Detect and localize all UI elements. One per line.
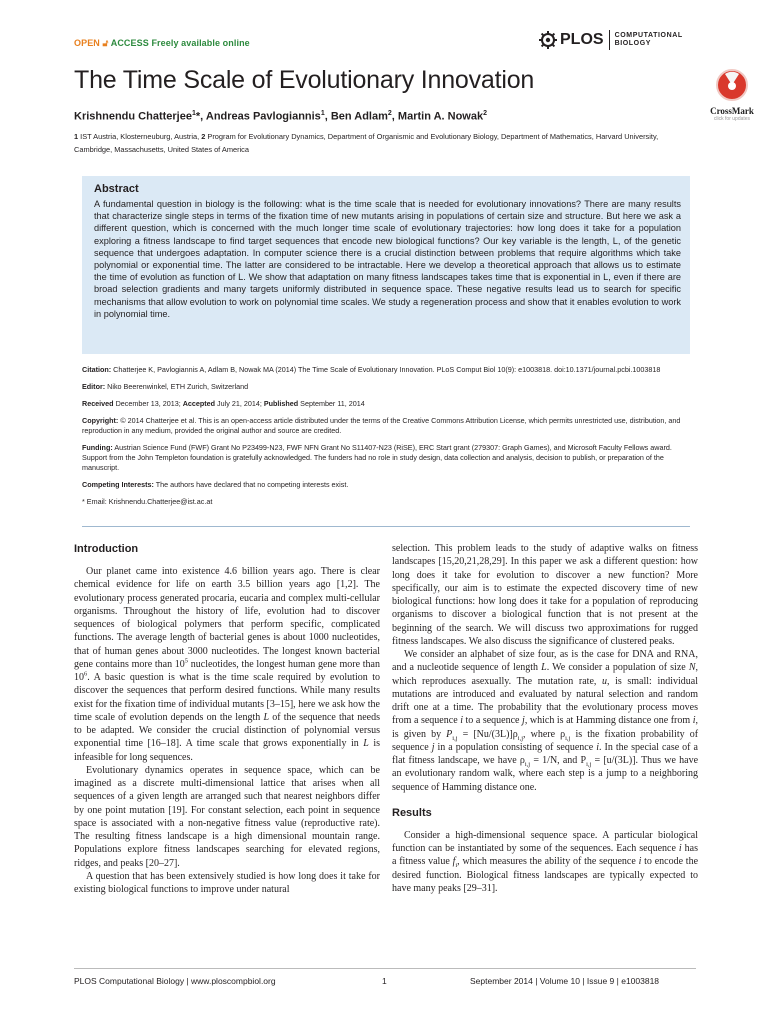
citation-label: Citation: — [82, 365, 112, 374]
text-run: , which is at Hamming distance one from — [524, 715, 693, 727]
crossmark-label: CrossMark — [710, 106, 754, 116]
author-name[interactable]: Andreas Pavlogiannis — [205, 110, 321, 123]
math-subscript: i,j — [586, 761, 592, 768]
citation-text: Chatterjee K, Pavlogiannis A, Adlam B, Nowak MA (2014) The Time Scale of Evolutionary Innovation. PLoS Comput Biol 10(9): e1003818. doi:10.1371/journal.pcbi.1003818 — [111, 365, 661, 374]
logo-divider — [609, 30, 610, 50]
math-variable: j — [522, 715, 525, 727]
equation: = [Nu/(3L)]ρ — [457, 728, 518, 740]
affiliation-number: 1 — [74, 132, 79, 141]
text-run: . In the special case of a flat fitness landscape, we have ρ — [392, 741, 698, 766]
math-subscript: i — [455, 862, 458, 870]
editor-text: Niko Beerenwinkel, ETH Zurich, Switzerland — [105, 382, 249, 391]
corresponding-mark: *, — [195, 110, 206, 123]
math-variable: j — [431, 741, 435, 753]
text-run: , which measures the ability of the sequence — [457, 856, 639, 868]
results-heading: Results — [392, 806, 432, 819]
exponent: 6 — [84, 670, 88, 678]
math-variable: P — [446, 728, 453, 740]
published-date: September 11, 2014 — [298, 399, 365, 408]
footer-issue: September 2014 | Volume 10 | Issue 9 | e1003818 — [470, 976, 660, 986]
plos-logo[interactable] — [538, 28, 683, 52]
author-name[interactable]: Krishnendu Chatterjee — [74, 110, 192, 123]
affiliation-ref: 1 — [320, 110, 325, 117]
text-run: to encode the desired function. Biological fitness landscapes are typically expected to have many peaks [29–31]. — [392, 856, 699, 894]
affiliation-ref: 2 — [387, 110, 392, 117]
affiliation-ref: 2 — [483, 110, 487, 117]
text-run: We consider an alphabet of size four, as is the case for DNA and RNA, and a nucleotide sequence of length — [392, 649, 698, 674]
intro-paragraph-3: A question that has been extensively studied is how long does it take for existing biological functions to improve under natural — [74, 870, 380, 895]
editor — [82, 382, 690, 392]
text-run: of the sequence that needs to be adapted. We consider the crucial distinction of polynomial versus exponential time [16–18]. A time scale that grows exponentially in — [74, 711, 380, 750]
accepted-date: July 21, 2014; — [215, 399, 264, 408]
author-list — [74, 110, 487, 123]
funding-text: Austrian Science Fund (FWF) Grant No P23499-N23, FWF NFN Grant No S11407-N23 (RiSE), ERC Start grant (279307: Graph Games), and Microsoft Faculty Fellows award. Support from the John Templeton foundation is gratefully acknowledged. The funders had no role in study design, data collection and analysis, decision to publish, or preparation of the manuscript. — [82, 443, 672, 472]
author-separator: , — [324, 110, 331, 123]
text-run: , is small: individual mutations are introduced and evaluated by natural selection and random drift one at a time. The probability that the evolutionary process moves from a sequence — [392, 675, 698, 727]
math-variable: i — [596, 741, 599, 753]
math-variable: f — [452, 856, 456, 868]
left-column — [74, 542, 380, 896]
abstract-heading: Abstract — [94, 183, 139, 195]
math-variable: L — [363, 738, 369, 750]
author-name[interactable]: Martin A. Nowak — [397, 110, 484, 123]
affiliation-number: 2 — [201, 132, 206, 141]
text-run: . A basic question is what is the time scale required by evolution to discover the sequences that perform desired functions. While many results exist for the fixation time of individual mutants [3–15], here we ask how the time scale of evolution depends on the length — [74, 672, 380, 723]
dates — [82, 399, 690, 409]
exponent: 5 — [184, 657, 189, 665]
metadata-divider — [82, 526, 690, 527]
math-subscript: i,j — [517, 734, 524, 742]
crossmark-badge[interactable] — [696, 68, 768, 122]
math-variable: L — [541, 662, 547, 674]
text-run: Our planet came into existence 4.6 billion years ago. There is clear chemical evidence for life on earth 3.5 billion years ago [1,2]. The evolutionary process generated procaria, eucaria and complex multi-cellular organisms. Throughout the history of life, evolution had to discover sequences of biological polymers that perform specific, complicated functions. The average length of bacterial genes is about 1000 nucleotides, that of human genes about 3000 nucleotides. The longest known bacterial gene contains more than 10 — [74, 566, 380, 670]
math-subscript: i,j — [565, 734, 571, 742]
author-name[interactable]: Ben Adlam — [330, 110, 388, 123]
access-label: ACCESS Freely available online — [110, 38, 250, 48]
affiliation-text: Program for Evolutionary Dynamics, Department of Organismic and Evolutionary Biology, Department of Mathematics, Harvard University, Cambridge, Massachusetts, United States of America — [74, 132, 659, 154]
open-lock-icon: 🔓︎ — [102, 38, 109, 48]
competing-label: Competing Interests: — [82, 480, 154, 489]
intro-paragraph-1 — [74, 565, 380, 764]
funding-label: Funding: — [82, 443, 113, 452]
crossmark-sublabel: click for updates — [713, 116, 751, 122]
open-label: OPEN — [74, 38, 100, 48]
published-label: Published — [263, 399, 299, 408]
abstract-box — [82, 176, 690, 354]
text-run: to a sequence — [462, 715, 523, 727]
math-variable: i — [638, 856, 642, 868]
affiliation-text: IST Austria, Klosterneuburg, Austria, — [78, 132, 202, 141]
editor-label: Editor: — [82, 382, 106, 391]
journal-name-line2: BIOLOGY — [614, 40, 652, 47]
text-run: = [u/(3L)]. Thus we have an evolutionary random walk, where each step is a jump to a neighboring sequence of Hamming distance one. — [392, 755, 699, 793]
text-run: , where ρ — [523, 728, 566, 740]
equation: = 1/N, and P — [530, 755, 587, 766]
intro-paragraph-2: Evolutionary dynamics operates in sequence space, which can be imagined as a discrete multi-dimensional lattice that arises when all sequences of a given length are arranged such that nearest neighbors differ by one point mutation [19]. For constant selection, each point in sequence space is associated with a non-negative fitness value (reproductive rate). The resulting fitness landscape is a high dimensional mountain range. Populations explore fitness landscapes searching for elevated regions, ridges, and peaks [20–27]. — [74, 764, 380, 869]
funding — [82, 443, 690, 473]
intro-paragraph-4 — [392, 648, 698, 794]
author-separator: , — [391, 110, 398, 123]
math-variable: i — [460, 715, 463, 727]
corresponding-email[interactable]: * Email: Krishnendu.Chatterjee@ist.ac.at — [82, 497, 213, 506]
abstract-text: A fundamental question in biology is the following: what is the time scale that is needed for evolutionary innovations? There are many results that characterize single steps in terms of the fixation time of new mutants arising in populations of certain size and structure. But here we ask a different question, which is concerned with the much longer time scale of evolutionary trajectories: how long does it take for a population exploring a fitness landscape to find target sequences that encode new biological functions? Our key variable is the length, L, of the genetic sequence that undergoes adaptation. In computer science there is a crucial distinction between problems that require algorithms which take polynomial or exponential time. The latter are considered to be intractable. Here we develop a theoretical approach that allows us to estimate the time of evolution as function of L. We show that adaptation on many fitness landscapes takes time that is exponential in L, even if there are broad selection gradients and many targets uniformly distributed in sequence space. These negative results lead us to search for specific mechanisms that allow evolution to work on polynomial time scales. We study a regeneration process and show that it enables evolution to work in polynomial time. — [94, 199, 681, 319]
footer-divider — [74, 968, 696, 969]
text-run: has a fitness value — [392, 843, 698, 868]
text-run: nucleotides, the longest human gene more than 10 — [74, 658, 380, 683]
journal-name — [615, 32, 683, 49]
copyright — [82, 416, 690, 436]
math-variable: u — [602, 675, 607, 687]
journal-name-line1: COMPUTATIONAL — [614, 31, 683, 39]
received-date: December 13, 2013; — [113, 399, 183, 408]
math-variable: N — [688, 662, 696, 674]
math-variable: i — [678, 843, 682, 854]
accepted-label: Accepted — [182, 399, 216, 408]
open-access-banner — [74, 38, 250, 49]
text-run: in a population consisting of sequence — [434, 741, 597, 753]
intro-paragraph-3-continued: selection. This problem leads to the study of adaptive walks on fitness landscapes [15,20,21,28,29]. In this paper we ask a different question: how long does it take for evolution to discover a new function? More specifically, our aim is to estimate the expected discovery time of new biological functions: how long does it take for a population of reproducing organisms to discover a biological function that is not present at the beginning of the search. We will discuss two approximations for rugged fitness landscapes. We also discuss the significance of clustered peaks. — [392, 543, 698, 647]
plos-gear-icon — [538, 30, 558, 50]
competing-interests — [82, 480, 690, 490]
citation — [82, 365, 690, 375]
math-variable: L — [263, 711, 270, 723]
text-run: is the fixation probability of sequence — [392, 728, 699, 753]
text-run: is infeasible for long sequences. — [74, 738, 380, 763]
text-run: , which reproduces asexually. The mutation rate, — [392, 662, 698, 687]
text-run: . We consider a population of size — [546, 662, 689, 674]
copyright-text: © 2014 Chatterjee et al. This is an open-access article distributed under the terms of the Creative Commons Attribution License, which permits unrestricted use, distribution, and reproduction in any medium, provided the original author and source are credited. — [82, 416, 681, 435]
competing-text: The authors have declared that no competing interests exist. — [153, 480, 349, 489]
article-metadata — [82, 365, 690, 514]
affiliations — [74, 131, 696, 156]
math-variable: i — [692, 715, 696, 727]
crossmark-icon — [715, 68, 749, 102]
affiliation-ref: 1 — [191, 110, 196, 117]
math-subscript: i,j — [452, 734, 458, 742]
text-run: Consider a high-dimensional sequence space. A particular biological function can be instantiated by some of the sequences. Each sequence — [392, 829, 698, 854]
received-label: Received — [82, 399, 114, 408]
page-number: 1 — [382, 976, 387, 986]
copyright-label: Copyright: — [82, 416, 119, 425]
right-column — [392, 542, 698, 895]
results-paragraph-1 — [392, 829, 698, 895]
math-subscript: i,j — [524, 761, 531, 768]
text-run: , is given by — [392, 715, 698, 740]
footer-journal[interactable]: PLOS Computational Biology | www.ploscompbiol.org — [74, 976, 276, 986]
plos-wordmark: PLOS — [560, 31, 604, 48]
introduction-heading: Introduction — [74, 543, 139, 555]
article-title: The Time Scale of Evolutionary Innovation — [74, 66, 535, 94]
